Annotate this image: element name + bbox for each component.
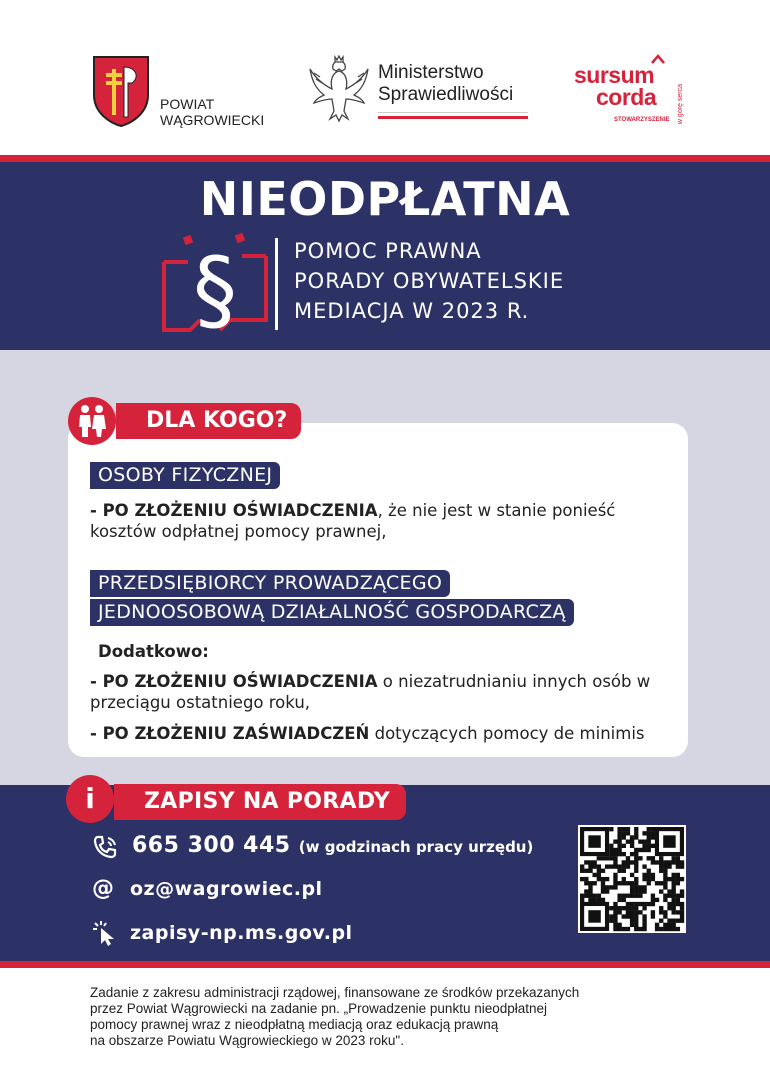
coat-of-arms-icon [92,55,150,127]
funding-line: na obszarze Powiatu Wągrowieckiego w 2023 roku". [90,1033,404,1048]
funding-line: pomocy prawnej wraz z nieodpłatną mediacją oraz edukacją prawną [90,1017,499,1032]
polish-eagle-icon [306,55,372,123]
individuals-condition [90,500,670,542]
red-divider-top [0,155,770,162]
entrepreneurs-tag-line1: PRZEDSIĘBIORCY PROWADZĄCEGO [90,570,450,597]
paragraph-book-icon [160,230,270,338]
entrepreneur-condition-2 [90,723,690,744]
condition-text: dotyczących pomocy de minimis [369,724,645,743]
header-logos [0,0,770,155]
hero-line: PORADY OBYWATELSKIE [294,269,565,293]
red-divider-bottom [0,961,770,968]
hero-subtitle [294,236,564,326]
ministry-line2: Sprawiedliwości [378,84,514,105]
info-icon: i [66,775,114,823]
people-icon [68,397,116,445]
ministry-name [378,62,513,106]
phone-value[interactable]: 665 300 445 [132,833,291,858]
sursum-word: sursum [574,62,655,88]
caret-icon [650,54,666,64]
hero-line: MEDIACJA W 2023 R. [294,299,530,323]
signup-url-link[interactable]: zapisy-np.ms.gov.pl [130,922,353,944]
qr-code-icon[interactable] [578,825,686,933]
funding-line: Zadanie z zakresu administracji rządowej, finansowane ze środków przekazanych [90,985,580,1000]
sursum-tagline: w górę serca [677,84,684,125]
additionally-label: Dodatkowo: [98,642,209,661]
phone-number[interactable] [132,832,533,861]
cursor-click-icon [92,920,118,946]
powiat-line1: POWIAT [160,96,215,112]
hero-title: NIEODPŁATNA [199,172,571,226]
email-link[interactable]: oz@wagrowiec.pl [130,878,323,900]
flag-stripe [378,112,528,118]
funding-note [90,985,700,1049]
phone-note: (w godzinach pracy urzędu) [298,838,534,856]
stowarzyszenie-word: STOWARZYSZENIE [614,117,670,123]
ministry-line1: Ministerstwo [378,62,484,83]
svg-text:§: § [193,238,237,338]
powiat-line2: WĄGROWIECKI [160,112,265,128]
hero-divider [275,238,278,330]
hero-line: POMOC PRAWNA [294,239,482,263]
who-label: DLA KOGO? [116,403,301,439]
condition-text: o niezatrudnianiu innych osób w przeciągu ostatniego roku, [90,672,651,712]
at-icon: @ [92,876,114,901]
individuals-tag: OSOBY FIZYCZNEJ [90,462,280,489]
entrepreneur-condition-1 [90,671,670,713]
condition-bold: - PO ZŁOŻENIU OŚWIADCZENIA [90,501,378,520]
condition-bold: - PO ZŁOŻENIU OŚWIADCZENIA [90,672,378,691]
phone-icon [92,834,118,860]
condition-bold: - PO ZŁOŻENIU ZAŚWIADCZEŃ [90,724,370,743]
funding-line: przez Powiat Wągrowiecki na zadanie pn. „Prowadzenie punktu nieodpłatnej [90,1001,548,1016]
entrepreneurs-tag-line2: JEDNOOSOBOWĄ DZIAŁALNOŚĆ GOSPODARCZĄ [90,599,574,626]
sursum-corda-logo [574,60,704,130]
condition-text: , że nie jest w stanie ponieść kosztów odpłatnej pomocy prawnej, [90,501,616,541]
corda-word: corda [596,84,657,110]
powiat-name [160,96,264,128]
signup-label: ZAPISY NA PORADY [114,784,406,820]
